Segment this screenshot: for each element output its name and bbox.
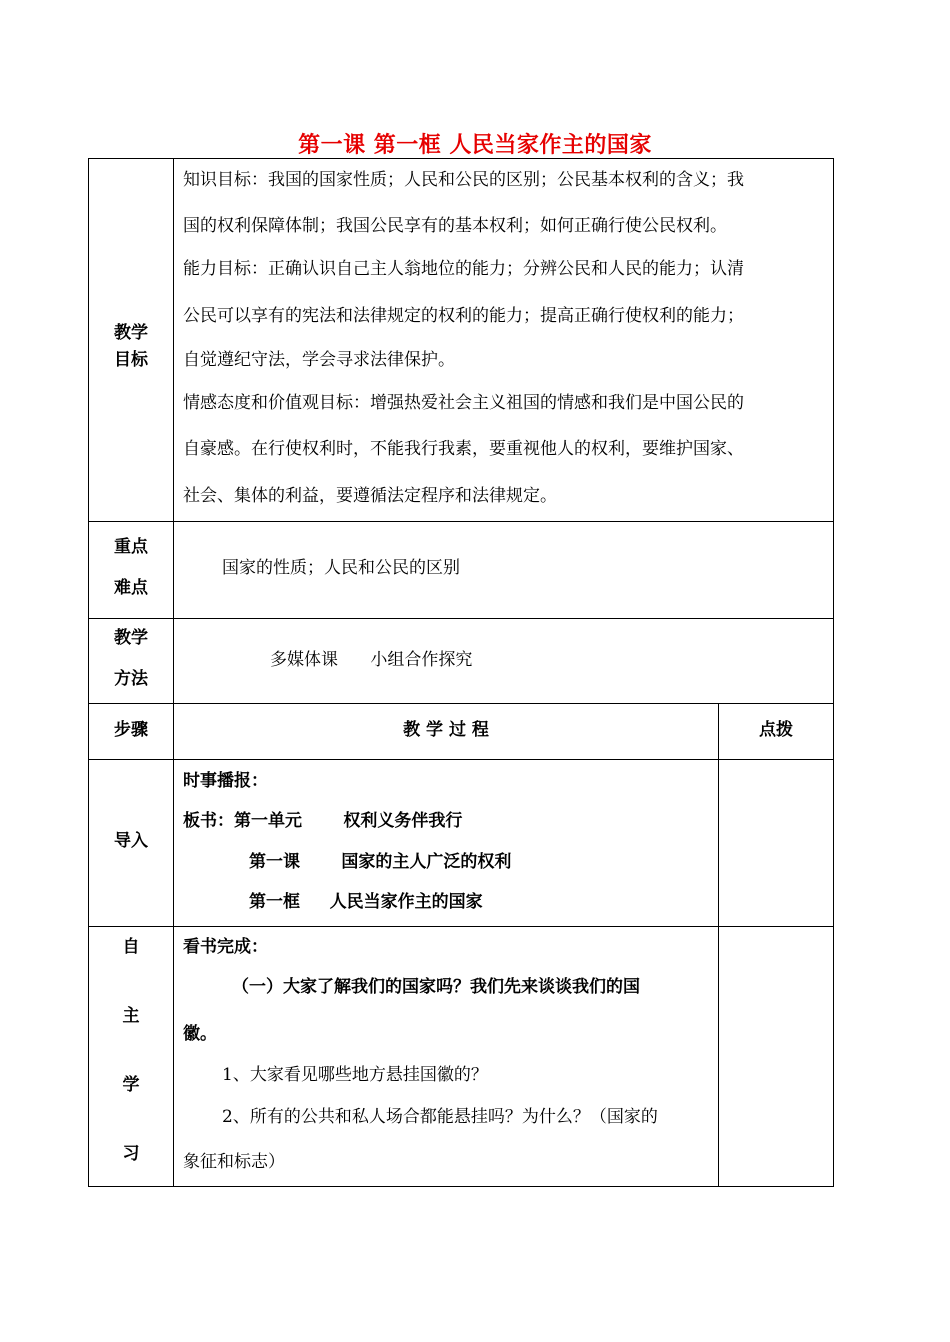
self-study-label-char: 习 — [122, 1144, 140, 1164]
objectives-label-1: 教学 — [114, 323, 148, 343]
page-title: 第一课 第一框 人民当家作主的国家 — [298, 133, 652, 158]
methods-text: 多媒体课 小组合作探究 — [270, 650, 473, 670]
self-study-line-1: 看书完成： — [183, 937, 268, 957]
objectives-line: 国的权利保障体制；我国公民享有的基本权利；如何正确行使公民权利。 — [183, 216, 727, 236]
self-study-label-char: 自 — [122, 937, 140, 957]
self-study-label-char: 学 — [122, 1075, 140, 1095]
objectives-label-2: 目标 — [114, 350, 148, 370]
key-points-text: 国家的性质；人民和公民的区别 — [222, 558, 460, 578]
tips-header: 点拨 — [759, 720, 793, 740]
objectives-line: 知识目标：我国的国家性质；人民和公民的区别；公民基本权利的含义；我 — [183, 170, 744, 190]
process-header: 教 学 过 程 — [403, 720, 489, 740]
self-study-line-2: （一）大家了解我们的国家吗？我们先来谈谈我们的国 — [232, 977, 640, 997]
objectives-line: 自豪感。在行使权利时，不能我行我素，要重视他人的权利，要维护国家、 — [183, 439, 744, 459]
intro-line-2: 板书：第一单元 权利义务伴我行 — [183, 811, 463, 831]
objectives-line: 社会、集体的利益，要遵循法定程序和法律规定。 — [183, 486, 557, 506]
methods-label-1: 教学 — [114, 628, 148, 648]
objectives-line: 公民可以享有的宪法和法律规定的权利的能力；提高正确行使权利的能力； — [183, 306, 744, 326]
self-study-line-5: 2、所有的公共和私人场合都能悬挂吗？为什么？（国家的 — [222, 1107, 658, 1127]
objectives-line: 能力目标：正确认识自己主人翁地位的能力；分辨公民和人民的能力；认清 — [183, 259, 744, 279]
intro-label: 导入 — [114, 831, 148, 851]
intro-line-4: 第一框 人民当家作主的国家 — [249, 892, 483, 912]
intro-line-1: 时事播报： — [183, 771, 268, 791]
self-study-line-4: 1、大家看见哪些地方悬挂国徽的？ — [222, 1065, 488, 1085]
self-study-line-6: 象征和标志） — [183, 1152, 285, 1172]
objectives-line: 自觉遵纪守法，学会寻求法律保护。 — [183, 350, 455, 370]
key-points-label-1: 重点 — [114, 537, 148, 557]
steps-header: 步骤 — [114, 720, 148, 740]
objectives-line: 情感态度和价值观目标：增强热爱社会主义祖国的情感和我们是中国公民的 — [183, 393, 744, 413]
self-study-label-char: 主 — [122, 1006, 140, 1026]
intro-line-3: 第一课 国家的主人广泛的权利 — [249, 852, 512, 872]
key-points-label-2: 难点 — [114, 578, 148, 598]
self-study-line-3: 徽。 — [183, 1024, 217, 1044]
methods-label-2: 方法 — [114, 669, 148, 689]
